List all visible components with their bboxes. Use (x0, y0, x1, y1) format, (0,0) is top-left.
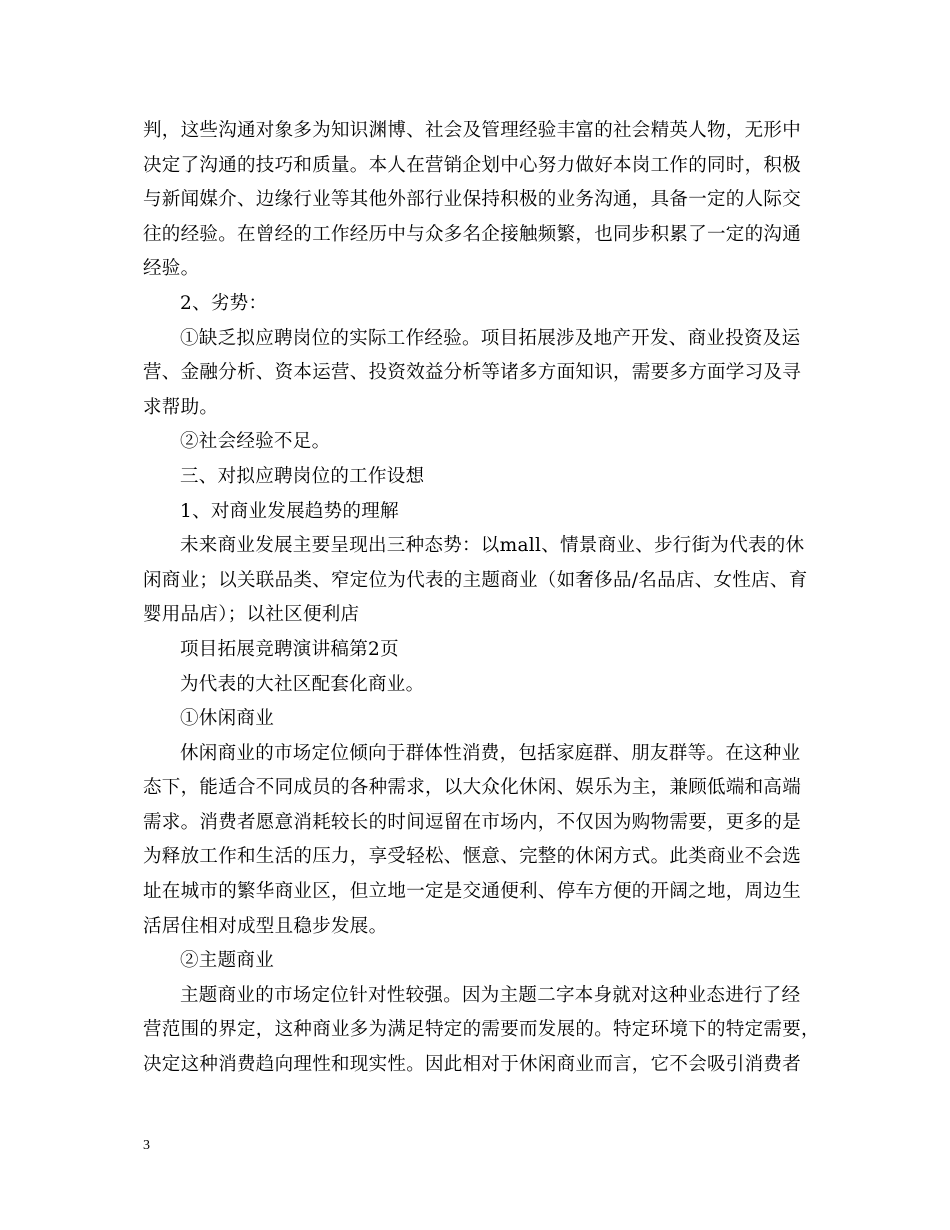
text-line: 主题商业的市场定位针对性较强。因为主题二字本身就对这种业态进行了经 (180, 984, 801, 1006)
text-line: 闲商业；以关联品类、窄定位为代表的主题商业（如奢侈品/名品店、女性店、育 (143, 569, 808, 591)
text-line: 与新闻媒介、边缘行业等其他外部行业保持积极的业务沟通，具备一定的人际交 (143, 189, 802, 211)
paragraph (143, 425, 823, 460)
text-line: ①缺乏拟应聘岗位的实际工作经验。项目拓展涉及地产开发、商业投资及运 (180, 327, 801, 349)
text-line: 经验。 (143, 258, 200, 280)
paragraph (143, 287, 823, 322)
text-line: 往的经验。在曾经的工作经历中与众多名企接触频繁，也同步积累了一定的沟通 (143, 223, 802, 245)
text-line: 婴用品店）；以社区便利店 (143, 604, 360, 626)
paragraph (143, 668, 823, 703)
paragraph (143, 322, 823, 426)
text-line: 休闲商业的市场定位倾向于群体性消费，包括家庭群、朋友群等。在这种业 (180, 742, 801, 764)
text-line: 决定了沟通的技巧和质量。本人在营销企划中心努力做好本岗工作的同时，积极 (143, 154, 802, 176)
text-line: 营范围的界定，这种商业多为满足特定的需要而发展的。特定环境下的特定需要， (143, 1019, 820, 1041)
page-number: 3 (143, 1138, 150, 1153)
paragraph (143, 944, 823, 979)
text-line: 判，这些沟通对象多为知识渊博、社会及管理经验丰富的社会精英人物，无形中 (143, 120, 802, 141)
text-line: 营、金融分析、资本运营、投资效益分析等诸多方面知识，需要多方面学习及寻 (143, 362, 802, 384)
text-line: 为代表的大社区配套化商业。 (180, 673, 425, 695)
text-line: 2、劣势： (180, 292, 268, 314)
paragraph (143, 979, 823, 1083)
text-line: 为释放工作和生活的压力，享受轻松、惬意、完整的休闲方式。此类商业不会选 (143, 846, 802, 868)
text-line: 决定这种消费趋向理性和现实性。因此相对于休闲商业而言，它不会吸引消费者 (143, 1054, 802, 1076)
text-line: 址在城市的繁华商业区，但立地一定是交通便利、停车方便的开阔之地，周边生 (143, 881, 802, 903)
text-line: 1、对商业发展趋势的理解 (180, 500, 399, 522)
paragraph (143, 114, 823, 287)
paragraph (143, 495, 823, 530)
paragraph (143, 737, 823, 945)
text-line: ②主题商业 (180, 950, 275, 972)
paragraph (143, 529, 823, 633)
document-body (143, 114, 823, 1083)
text-line: 项目拓展竞聘演讲稿第2页 (180, 638, 399, 660)
paragraph (143, 633, 823, 668)
text-line: ①休闲商业 (180, 708, 275, 730)
text-line: 需求。消费者愿意消耗较长的时间逗留在市场内，不仅因为购物需要，更多的是 (143, 811, 802, 833)
paragraph (143, 702, 823, 737)
text-line: 态下，能适合不同成员的各种需求，以大众化休闲、娱乐为主，兼顾低端和高端 (143, 777, 802, 799)
text-line: 未来商业发展主要呈现出三种态势：以mall、情景商业、步行街为代表的休 (180, 535, 805, 557)
text-line: 三、对拟应聘岗位的工作设想 (180, 465, 425, 487)
paragraph (143, 460, 823, 495)
text-line: ②社会经验不足。 (180, 431, 331, 453)
text-line: 活居住相对成型且稳步发展。 (143, 915, 388, 937)
text-line: 求帮助。 (143, 396, 219, 418)
